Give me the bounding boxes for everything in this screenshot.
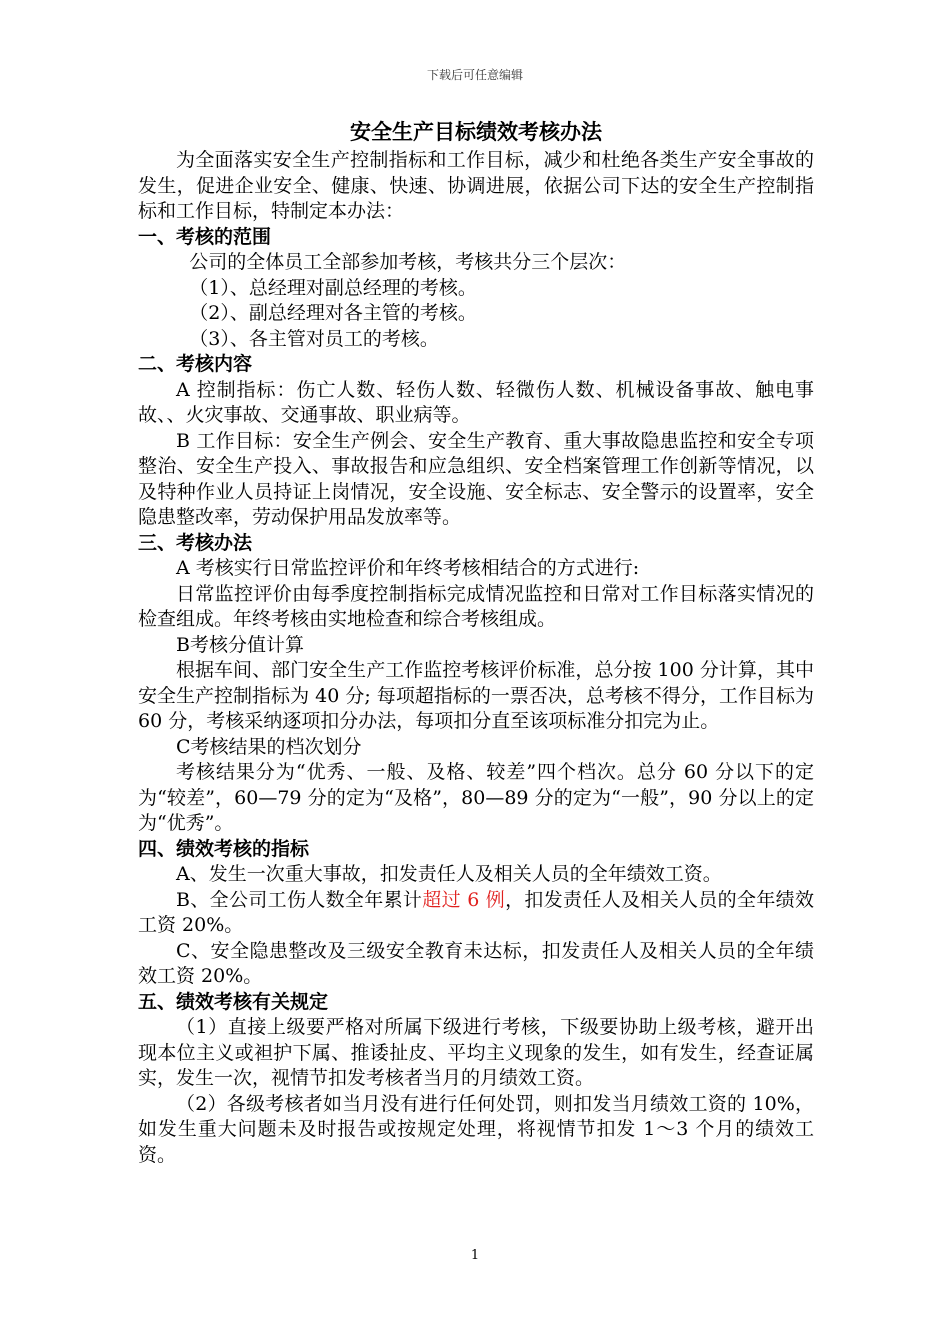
indicator-b-post: ，扣发责任人及相关人员的全年绩效工资 20%。	[138, 888, 814, 936]
content-b-paragraph: B 工作目标：安全生产例会、安全生产教育、重大事故隐患监控和安全专项整治、安全生产投入、事故报告和应急组织、安全档案管理工作创新等情况，以及特种作业人员持证上岗情况，安全设施、安全标志、安全警示的设置率，安全隐患整改率，劳动保护用品发放率等。	[138, 429, 814, 528]
method-b-paragraph: B考核分值计算	[176, 633, 304, 656]
method-c-detail: 考核结果分为“优秀、一般、及格、较差”四个档次。总分 60 分以下的定为“较差”，60—79 分的定为“及格”，80—89 分的定为“一般”，90 分以上的定为“优秀”。	[138, 761, 814, 834]
scope-paragraph: 公司的全体员工全部参加考核，考核共分三个层次：	[189, 251, 627, 273]
indicator-b-highlight: 超过 6 例	[422, 888, 506, 911]
indicator-b-pre: B、全公司工伤人数全年累计	[176, 888, 423, 911]
document-title: 安全生产目标绩效考核办法	[350, 119, 602, 144]
indicator-a-paragraph: A、发生一次重大事故，扣发责任人及相关人员的全年绩效工资。	[176, 863, 722, 885]
section-heading-2: 二、考核内容	[138, 353, 253, 375]
section-heading-1: 一、考核的范围	[138, 225, 272, 248]
section-heading-5: 五、绩效考核有关规定	[138, 990, 329, 1013]
page-number: 1	[470, 1248, 480, 1263]
method-a-paragraph: A 考核实行日常监控评价和年终考核相结合的方式进行:	[176, 557, 640, 579]
scope-item-3: （3）、各主管对员工的考核。	[189, 327, 439, 350]
scope-item-1: （1）、总经理对副总经理的考核。	[189, 276, 477, 299]
rule-1-paragraph: （1）直接上级要严格对所属下级进行考核，下级要协助上级考核，避开出现本位主义或袒护下属、推诿扯皮、平均主义现象的发生，如有发生，经查证属实，发生一次，视情节扣发考核者当月的月绩效工资。	[138, 1016, 814, 1089]
method-c-paragraph: C考核结果的档次划分	[176, 735, 362, 758]
page-header: 下载后可任意编辑	[426, 68, 523, 82]
content-a-paragraph: A 控制指标：伤亡人数、轻伤人数、轻微伤人数、机械设备事故、触电事故、、火灾事故、交通事故、职业病等。	[138, 378, 814, 426]
rule-2-paragraph: （2）各级考核者如当月没有进行任何处罚，则扣发当月绩效工资的 10%，如发生重大问题未及时报告或按规定处理，将视情节扣发 1～3 个月的绩效工资。	[138, 1092, 814, 1166]
document-body	[138, 118, 814, 1168]
section-heading-3: 三、考核办法	[138, 531, 253, 554]
scope-item-2: （2）、副总经理对各主管的考核。	[189, 302, 477, 324]
indicator-c-paragraph: C、安全隐患整改及三级安全教育未达标，扣发责任人及相关人员的全年绩效工资 20%。	[138, 939, 814, 987]
method-a-detail: 日常监控评价由每季度控制指标完成情况监控和日常对工作目标落实情况的检查组成。年终考核由实地检查和综合考核组成。	[138, 582, 814, 630]
intro-paragraph: 为全面落实安全生产控制指标和工作目标，减少和杜绝各类生产安全事故的发生，促进企业安全、健康、快速、协调进展，依据公司下达的安全生产控制指标和工作目标，特制定本办法：	[138, 149, 814, 222]
indicator-b-paragraph	[138, 888, 814, 939]
method-b-detail: 根据车间、部门安全生产工作监控考核评价标准，总分按 100 分计算，其中安全生产控制指标为 40 分; 每项超指标的一票否决，总考核不得分，工作目标为 60 分，考核采纳逐项扣分办法，每项扣分直至该项标准分扣完为止。	[138, 659, 814, 732]
section-heading-4: 四、绩效考核的指标	[138, 837, 310, 860]
